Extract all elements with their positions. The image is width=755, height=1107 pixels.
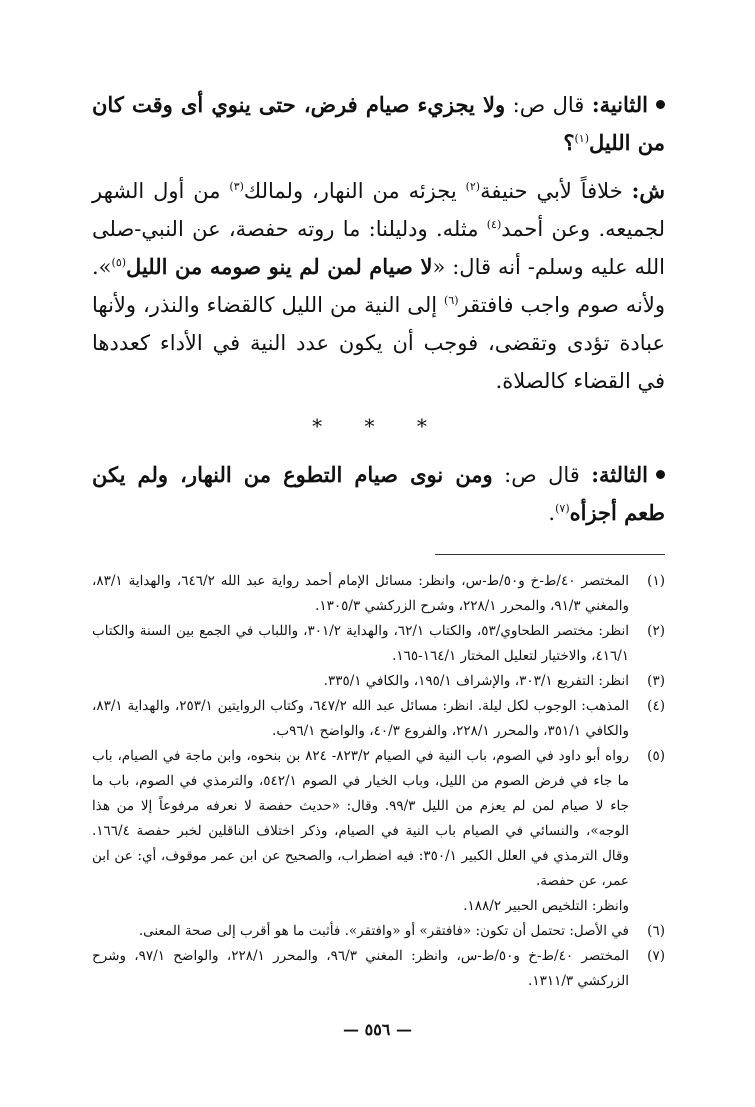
page-number-value: ٥٥٦ bbox=[364, 1020, 391, 1039]
page-number-dash: — bbox=[390, 1020, 412, 1039]
bullet-icon bbox=[656, 100, 665, 109]
footnote-text: المختصر ٤٠/ط-خ و٥٠/ط-س، وانظر: المغني ٩٦/٣، والمحرر ٢٢٨/١، والواضح ٩٧/١، وشرح الزركشي ١٣١١/٣. bbox=[92, 948, 629, 989]
issue-2-title: الثانية: bbox=[591, 92, 648, 117]
issue-2-question: ولا يجزيء صيام فرض، حتى ينوي أى وقت كان من الليل bbox=[92, 92, 665, 155]
bullet-icon bbox=[656, 470, 665, 479]
sharh-paragraph bbox=[92, 172, 665, 400]
page-number-dash: — bbox=[343, 1020, 365, 1039]
footnote-number: (٢) bbox=[647, 623, 665, 639]
section-separator: * * * bbox=[312, 414, 445, 438]
sharh-label: ش: bbox=[631, 178, 665, 203]
footnote-number: (٤) bbox=[647, 698, 665, 714]
footnote-number: (٦) bbox=[647, 923, 665, 939]
issue-3-paragraph bbox=[92, 456, 665, 532]
footnote-6 bbox=[92, 919, 665, 944]
sharh-text-6: إلى النية من الليل كالقضاء والنذر، ولأنها عبادة تؤدى وتقضى، فوجب أن يكون عدد النية في الأداء كعددها في القضاء كالصلاة. bbox=[92, 293, 665, 393]
sharh-text-2: يجزئه من النهار، ولمالك bbox=[243, 179, 466, 203]
issue-3-question: ومن نوى صيام التطوع من النهار، ولم يكن طعم أجزأه bbox=[92, 462, 665, 525]
sharh-text-3: من أول الشهر لجميعه. وعن أحمد bbox=[92, 179, 665, 241]
sharh-text-4: مثله. ودليلنا: ما روته حفصة، عن النبي-صلى الله عليه وسلم- أنه قال: « bbox=[92, 217, 666, 279]
issue-2-paragraph bbox=[92, 86, 665, 162]
footnote-marker: (٧) bbox=[555, 502, 570, 515]
footnote-number: (٥) bbox=[647, 748, 665, 764]
footnote-marker: (٦) bbox=[444, 294, 459, 307]
footnote-text: انظر: مختصر الطحاوي/٥٣، والكتاب ٦٢/١، والهداية ٣٠١/٢، واللباب في الجمع بين السنة والكتاب ٤١٦/١، والاختيار لتعليل المختار ١٦٤/١-١٦٥. bbox=[92, 623, 629, 664]
sharh-text-1: خلافاً لأبي حنيفة bbox=[480, 179, 623, 203]
footnote-number: (٧) bbox=[647, 948, 665, 964]
footnote-text: انظر: التفريع ٣٠٣/١، والإشراف ١٩٥/١، والكافي ٣٣٥/١. bbox=[323, 673, 629, 689]
footnote-text: في الأصل: تحتمل أن تكون: «فافتقر» أو «وافتقر». فأثبت ما هو أقرب إلى صحة المعنى. bbox=[138, 923, 629, 939]
footnote-marker: (١) bbox=[574, 132, 590, 145]
footnote-number bbox=[629, 894, 665, 919]
footnote-number: (١) bbox=[647, 573, 665, 589]
footnote-3 bbox=[92, 669, 665, 694]
footnote-marker: (٤) bbox=[486, 218, 502, 231]
footnote-text: رواه أبو داود في الصوم، باب النية في الصيام ٨٢٣/٢- ٨٢٤ بن بنحوه، وابن ماجة في الصيام، باب ما جاء في فرض الصوم من الليل، وباب الخيار في الصوم ٥٤٢/١، والترمذي في الصوم، باب ما جاء لا صيام لمن لم يعزم من الليل ٩٩/٣. وقال: «حديث حفصة لا نعرفه مرفوعاً إلا من هذا الوجه»، والنسائي في الصيام باب النية في الصيام، وذكر اختلاف الناقلين لخبر حفصة ١٦٦/٤. وقال الترمذي في العلل الكبير ٣٥٠/١: فيه اضطراب، والصحيح عن ابن عمر موقوف، أي: عن ابن عمر، عن حفصة. bbox=[92, 748, 630, 889]
footnote-1 bbox=[92, 569, 665, 619]
footnotes bbox=[92, 569, 665, 994]
issue-2-end: ؟ bbox=[563, 130, 575, 155]
footnote-marker: (٢) bbox=[465, 180, 481, 193]
footnote-divider bbox=[435, 554, 665, 555]
issue-3-prefix: قال ص: bbox=[504, 463, 580, 487]
footnote-marker: (٥) bbox=[111, 256, 127, 269]
footnote-2 bbox=[92, 619, 665, 669]
issue-2-prefix: قال ص: bbox=[512, 93, 585, 117]
footnote-number: (٣) bbox=[647, 673, 665, 689]
page-body bbox=[92, 86, 665, 994]
sharh-text-5: ». ولأنه صوم واجب فافتقر bbox=[92, 255, 665, 317]
footnote-text: المذهب: الوجوب لكل ليلة. انظر: مسائل عبد الله ٦٤٧/٢، وكتاب الروايتين ٢٥٣/١، والهداية ٨٣/١، والكافي ٣٥١/١، والمحرر ٢٢٨/١، والفروع ٤٠/٣، والواضح ٩٦/١ب. bbox=[92, 698, 629, 739]
page-number bbox=[0, 1020, 755, 1039]
issue-3-end: . bbox=[548, 501, 556, 525]
issue-3-title: الثالثة: bbox=[591, 462, 648, 487]
footnote-4 bbox=[92, 694, 665, 744]
footnote-text: وانظر: التلخيص الحبير ١٨٨/٢. bbox=[463, 898, 629, 914]
footnote-text: المختصر ٤٠/ط-خ و٥٠/ط-س، وانظر: مسائل الإمام أحمد رواية عبد الله ٦٤٦/٢، والهداية ٨٣/١، والمغني ٩١/٣، والمحرر ٢٢٨/١، وشرح الزركشي ١٣٠٥/٣. bbox=[92, 573, 629, 614]
footnote-marker: (٣) bbox=[229, 180, 244, 193]
footnote-5 bbox=[92, 744, 665, 894]
footnote-5-continuation bbox=[92, 894, 665, 919]
hadith-text: لا صيام لمن لم ينو صومه من الليل bbox=[126, 254, 433, 279]
footnote-7 bbox=[92, 944, 665, 994]
